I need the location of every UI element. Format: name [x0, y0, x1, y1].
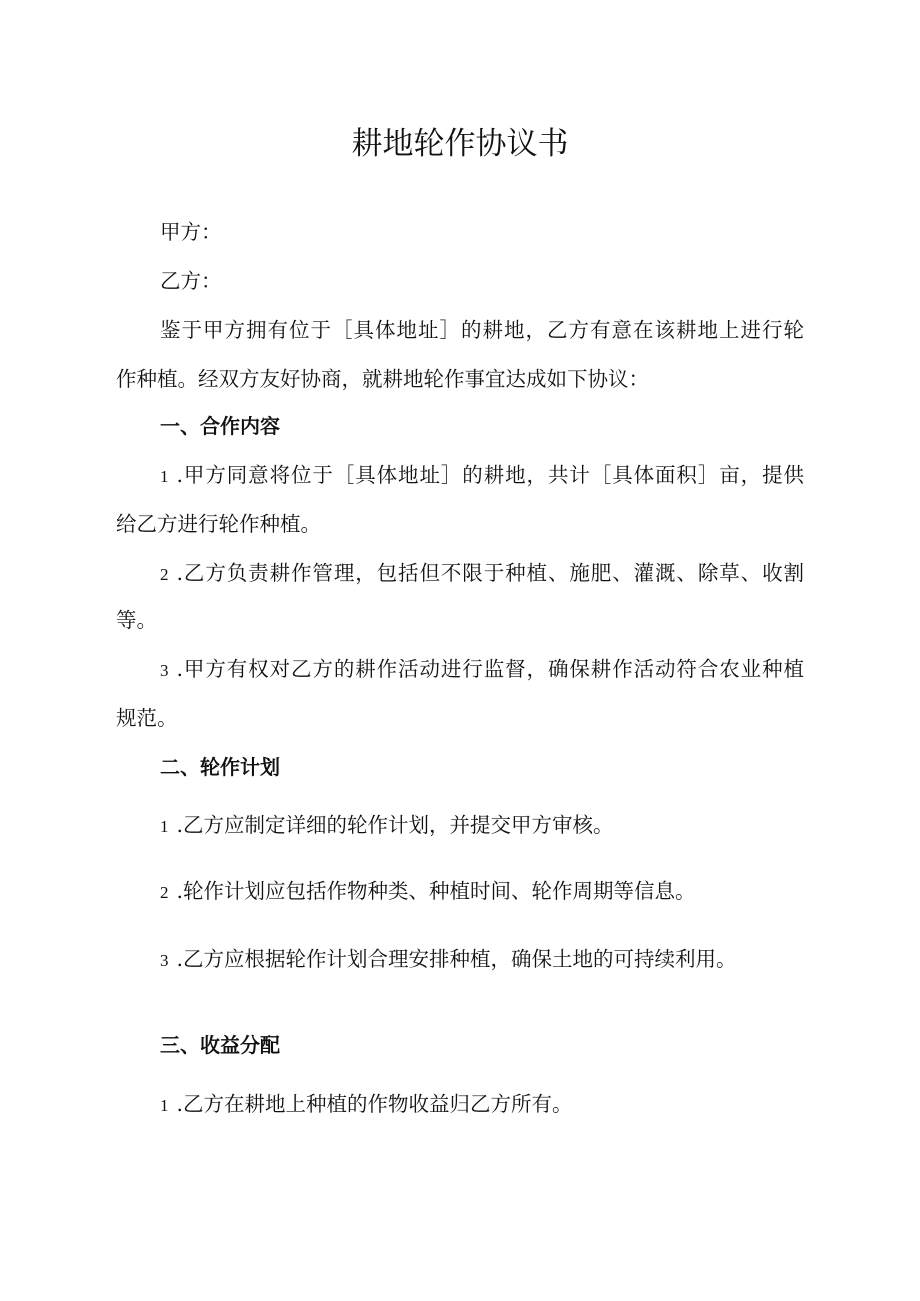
- section-1-item-1-line-2: 给乙方进行轮作种植。: [116, 512, 321, 536]
- item-number: 1: [160, 1096, 169, 1115]
- item-number: 3: [160, 951, 169, 970]
- section-1-item-2-line-2: 等。: [116, 608, 157, 632]
- item-number: 2: [160, 883, 169, 902]
- document-title: 耕地轮作协议书: [351, 126, 569, 162]
- item-text: .乙方在耕地上种植的作物收益归乙方所有。: [176, 1092, 573, 1116]
- item-text: .乙方应制定详细的轮作计划，并提交甲方审核。: [176, 813, 614, 837]
- section-1-item-3-line-1: [160, 654, 804, 686]
- section-2-item-1: [160, 810, 614, 842]
- item-text: .甲方有权对乙方的耕作活动进行监督，确保耕作活动符合农业种植: [176, 657, 804, 681]
- intro-line-1: 鉴于甲方拥有位于［具体地址］的耕地，乙方有意在该耕地上进行轮: [160, 318, 804, 342]
- party-b-label: 乙方：: [160, 269, 222, 293]
- item-number: 3: [160, 661, 169, 680]
- section-3-item-1: [160, 1089, 573, 1121]
- item-number: 1: [160, 817, 169, 836]
- section-2-heading: 二、轮作计划: [160, 755, 280, 779]
- intro-line-2: 作种植。经双方友好协商，就耕地轮作事宜达成如下协议：: [116, 367, 649, 391]
- section-1-item-3-line-2: 规范。: [116, 706, 178, 730]
- section-2-item-2: [160, 876, 696, 908]
- section-3-heading: 三、收益分配: [160, 1033, 280, 1057]
- section-1-item-2-line-1: [160, 558, 804, 590]
- section-1-heading: 一、合作内容: [160, 414, 280, 438]
- item-text: .甲方同意将位于［具体地址］的耕地，共计［具体面积］亩，提供: [176, 463, 804, 487]
- item-number: 1: [160, 467, 169, 486]
- item-text: .乙方应根据轮作计划合理安排种植，确保土地的可持续利用。: [176, 947, 737, 971]
- item-text: .轮作计划应包括作物种类、种植时间、轮作周期等信息。: [176, 879, 696, 903]
- item-number: 2: [160, 565, 169, 584]
- section-1-item-1-line-1: [160, 460, 804, 492]
- section-2-item-3: [160, 944, 737, 976]
- item-text: .乙方负责耕作管理，包括但不限于种植、施肥、灌溉、除草、收割: [176, 561, 804, 585]
- party-a-label: 甲方：: [160, 220, 222, 244]
